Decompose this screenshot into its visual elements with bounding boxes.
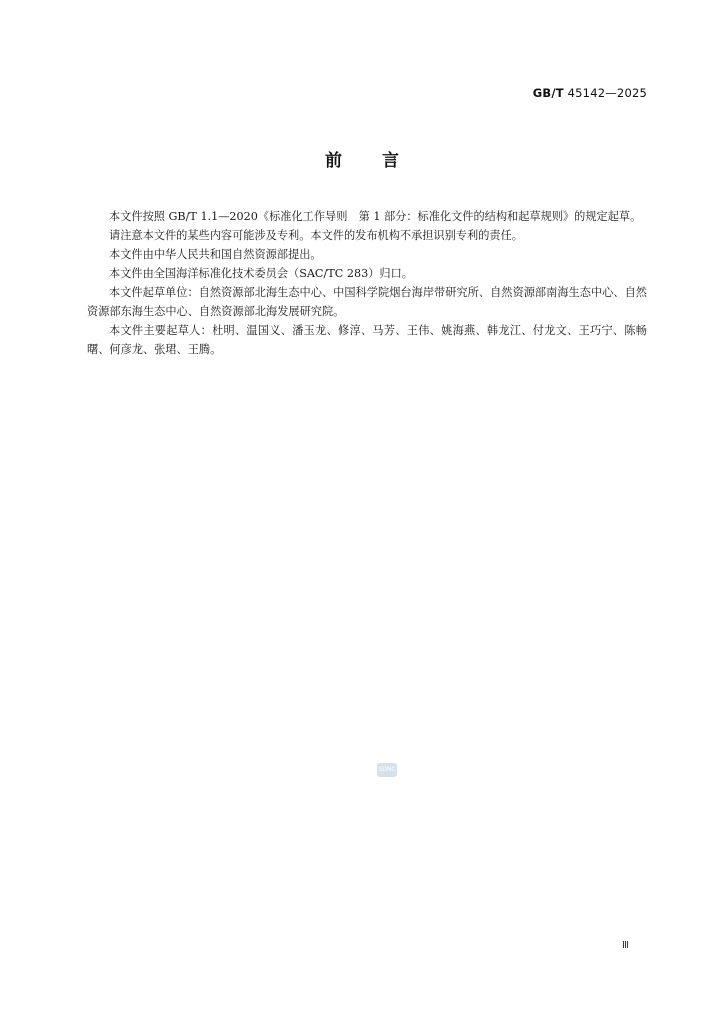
paragraph-drafting-units: 本文件起草单位：自然资源部北海生态中心、中国科学院烟台海岸带研究所、自然资源部南海生态中心、自然资源部东海生态中心、自然资源部北海发展研究院。 [87,286,647,318]
paragraph-drafting-rules: 本文件按照 GB/T 1.1—2020《标准化工作导则 第 1 部分：标准化文件的结构和起草规则》的规定起草。 [109,210,642,223]
paragraph-proposer: 本文件由中华人民共和国自然资源部提出。 [109,248,322,261]
watermark-logo: SDNC [377,763,397,777]
foreword-body [87,207,647,359]
standard-number: 45142—2025 [567,86,647,100]
paragraph-drafters: 本文件主要起草人：杜明、温国义、潘玉龙、修淳、马芳、王伟、姚海燕、韩龙江、付龙文、王巧宁、陈畅曙、何彦龙、张珺、王腾。 [87,324,647,356]
standard-prefix: GB/T [532,86,564,100]
paragraph-patent-notice: 请注意本文件的某些内容可能涉及专利。本文件的发布机构不承担识别专利的责任。 [109,229,523,242]
page-number: Ⅲ [622,940,629,951]
page-title: 前言 [325,151,439,171]
paragraph-committee: 本文件由全国海洋标准化技术委员会（SAC/TC 283）归口。 [109,267,413,280]
standard-code [533,86,647,100]
